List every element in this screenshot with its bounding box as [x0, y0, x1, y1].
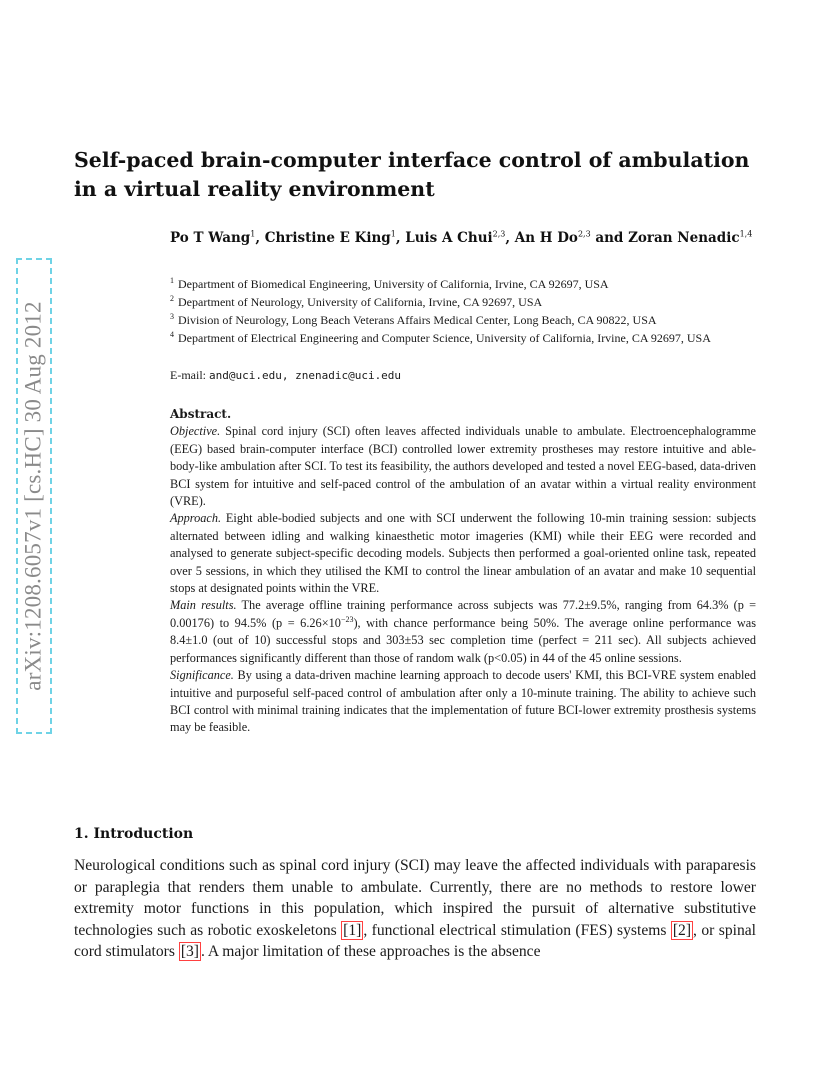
approach-text: Eight able-bodied subjects and one with SCI underwent the following 10-min training session: subjects alternated between idling and walking kinaesthetic motor imageries (KMI) while their EEG were recorded and analysed to generate subject-specific decoding models. Subjects then performed a goal-oriented online task, repeated over 5 sessions, in which they utilised the KMI to control the linear ambulation of an avatar and make 10 sequential stops at designated points within the VRE.: [170, 511, 756, 596]
intro-paragraph: [74, 855, 756, 963]
citation-link[interactable]: [2]: [672, 921, 692, 939]
results-text-continued: ), with chance performance being 50%. The average online performance was 8.4±1.0 (out of 10) successful stops and 303±53 sec completion time (perfect = 211 sec). All subjects achieved performances significantly different than those of random walk (p<0.05) in 44 of the 45 online sessions.: [170, 615, 756, 665]
intro-text: , or spinal cord stimulators: [74, 921, 756, 961]
author-list: [170, 228, 760, 248]
abstract-results: [170, 597, 756, 667]
author-affil-marker: 1,4: [739, 229, 753, 239]
abstract-heading: Abstract.: [170, 407, 232, 421]
intro-text: , functional electrical stimulation (FES) systems: [363, 921, 671, 939]
affiliation-text: Department of Neurology, University of California, Irvine, CA 92697, USA: [178, 295, 543, 309]
intro-text: Neurological conditions such as spinal cord injury (SCI) may leave the affected individuals with paraparesis or paraplegia that renders them unable to ambulate. Currently, there are no methods to restore lower extremity motor functions in this population, which inspired the pursuit of alternative substitutive technologies such as robotic exoskeletons: [74, 857, 756, 939]
affiliation-marker: 1: [170, 276, 174, 285]
affiliation: [170, 275, 770, 293]
results-exponent: −23: [340, 614, 354, 624]
significance-text: By using a data-driven machine learning approach to decode users' KMI, this BCI-VRE system enabled intuitive and purposeful self-paced control of ambulation after only a 10-minute training. The ability to achieve such BCI control with minimal training indicates that the implementation of future BCI-lower extremity prosthesis systems may be feasible.: [170, 668, 756, 735]
affiliation-text: Division of Neurology, Long Beach Veterans Affairs Medical Center, Long Beach, CA 90822, USA: [178, 313, 657, 327]
objective-label: Objective.: [170, 424, 221, 439]
intro-text: . A major limitation of these approaches is the absence: [201, 943, 541, 961]
email-line: [170, 368, 401, 383]
affiliation: [170, 293, 770, 311]
affiliation-marker: 2: [170, 294, 174, 303]
author-name: Zoran Nenadic: [628, 230, 740, 246]
citation-link[interactable]: [3]: [180, 943, 199, 961]
approach-label: Approach.: [170, 511, 222, 526]
significance-label: Significance.: [170, 668, 234, 683]
author-separator: and: [590, 230, 629, 246]
affiliation-marker: 3: [170, 312, 174, 321]
abstract-approach: [170, 510, 756, 597]
affiliation: [170, 311, 770, 329]
author-separator: ,: [505, 230, 515, 246]
author-name: Luis A Chui: [405, 230, 493, 246]
email-addresses[interactable]: and@uci.edu, znenadic@uci.edu: [209, 369, 402, 382]
author-name: An H Do: [514, 230, 578, 246]
author-affil-marker: 2,3: [492, 229, 506, 239]
affiliation-text: Department of Electrical Engineering and Computer Science, University of California, Irvine, CA 92697, USA: [178, 331, 711, 345]
author-affil-marker: 1: [250, 229, 256, 239]
author-name: Po T Wang: [170, 230, 251, 246]
author-affil-marker: 2,3: [577, 229, 591, 239]
affiliation-text: Department of Biomedical Engineering, University of California, Irvine, CA 92697, USA: [178, 277, 609, 291]
section-heading: 1. Introduction: [74, 826, 194, 842]
email-label: E-mail:: [170, 368, 209, 382]
affiliation-list: [170, 275, 770, 347]
author-affil-marker: 1: [390, 229, 396, 239]
author-name: Christine E King: [264, 230, 391, 246]
results-text: The average offline training performance across subjects was 77.2±9.5%, ranging from 64.3% (p = 0.00176) to 94.5% (p = 6.26×10: [170, 598, 756, 630]
abstract: [170, 406, 756, 737]
author-separator: ,: [395, 230, 406, 246]
arxiv-stamp-text: arXiv:1208.6057v1 [cs.HC] 30 Aug 2012: [21, 301, 46, 691]
author-separator: ,: [255, 230, 265, 246]
affiliation: [170, 329, 770, 347]
affiliation-marker: 4: [170, 330, 174, 339]
results-label: Main results.: [170, 598, 237, 613]
arxiv-stamp[interactable]: [16, 258, 52, 734]
paper-title: Self-paced brain-computer interface control of ambulation in a virtual reality environment: [74, 148, 750, 201]
citation-link[interactable]: [1]: [343, 921, 362, 939]
objective-text: Spinal cord injury (SCI) often leaves affected individuals unable to ambulate. Electroencephalogramme (EEG) based brain-computer interface (BCI) controlled lower extremity prostheses may restore intuitive and able-body-like ambulation after SCI. To test its feasibility, the authors developed and tested a novel EEG-based, data-driven BCI system for intuitive and self-paced control of the ambulation of an avatar within a virtual reality environment (VRE).: [170, 424, 757, 509]
abstract-objective: [170, 423, 756, 510]
abstract-significance: [170, 667, 756, 737]
